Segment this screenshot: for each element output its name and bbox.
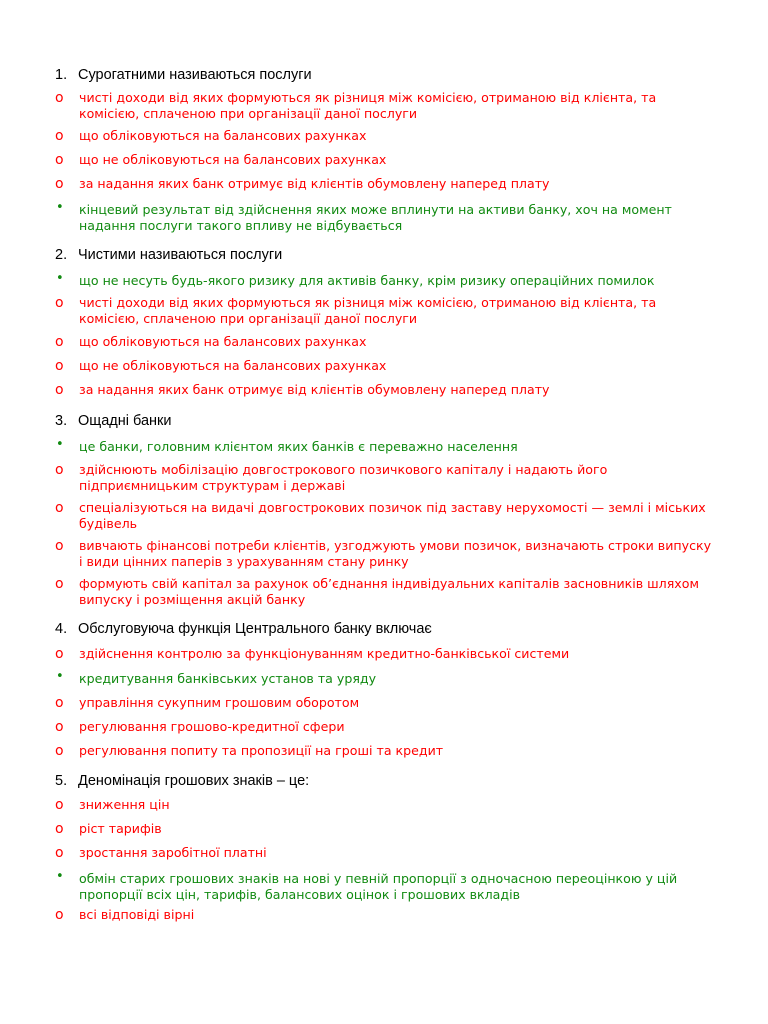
question-title [55, 413, 171, 429]
bullet-marker: o [55, 176, 64, 192]
question-number: 4. [55, 621, 68, 637]
bullet-marker: o [55, 845, 64, 861]
answer-text: кінцевий результат від здійснення яких може вплинути на активи банку, хоч на момент надання послуги такого впливу не відбувається [79, 202, 672, 233]
answer-text: зростання заробітної платні [79, 845, 267, 860]
answer-option [55, 334, 715, 350]
bullet-marker: • [56, 271, 64, 286]
answer-option [55, 695, 715, 711]
bullet-marker: o [55, 90, 64, 106]
answer-text: кредитування банківських установ та уряду [79, 671, 377, 686]
bullet-marker: o [55, 295, 64, 311]
answer-text: чисті доходи від яких формуються як різниця між комісією, отриманою від клієнта, та комісією, сплаченою при організації даної послуги [79, 295, 657, 326]
question-text: Обслуговуюча функція Центрального банку включає [78, 621, 432, 637]
question-text: Чистими називаються послуги [78, 247, 283, 263]
answer-text: спеціалізуються на видачі довгострокових позичок під заставу нерухомості — землі і міських будівель [79, 500, 706, 531]
bullet-marker: o [55, 128, 64, 144]
bullet-marker: o [55, 500, 64, 516]
bullet-marker: o [55, 152, 64, 168]
answer-text: що не обліковуються на балансових рахунках [79, 152, 387, 167]
bullet-marker: o [55, 576, 64, 592]
bullet-marker: o [55, 719, 64, 735]
answer-text: регулювання грошово-кредитної сфери [79, 719, 345, 734]
bullet-marker: • [56, 437, 64, 452]
answer-option [55, 90, 715, 122]
answer-text: управління сукупним грошовим оборотом [79, 695, 360, 710]
answer-option [55, 845, 715, 861]
answer-option [55, 719, 715, 735]
answer-text: формують свій капітал за рахунок об’єднання індивідуальних капіталів засновників шляхом випуску і розміщення акцій банку [79, 576, 699, 607]
bullet-marker: o [55, 797, 64, 813]
bullet-marker: o [55, 821, 64, 837]
answer-text: зниження цін [79, 797, 170, 812]
bullet-marker: • [56, 869, 64, 884]
answer-option-correct [55, 871, 715, 903]
question-title [55, 621, 432, 637]
answer-option [55, 358, 715, 374]
answer-option-correct [55, 439, 715, 455]
answer-option-correct [55, 273, 715, 289]
answer-text: що не обліковуються на балансових рахунках [79, 358, 387, 373]
answer-text: обмін старих грошових знаків на нові у певній пропорції з одночасною переоцінкою у цій пропорції всіх цін, тарифів, балансових оцінок і грошових вкладів [79, 871, 678, 902]
answer-option [55, 462, 715, 494]
bullet-marker: o [55, 646, 64, 662]
answer-option [55, 907, 715, 923]
question-title [55, 247, 282, 263]
answer-option-correct [55, 202, 715, 234]
answer-text: вивчають фінансові потреби клієнтів, узгоджують умови позичок, визначають строки випуску і види цінних паперів з урахуванням стану ринку [79, 538, 712, 569]
answer-option [55, 152, 715, 168]
bullet-marker: o [55, 358, 64, 374]
answer-option [55, 821, 715, 837]
question-title [55, 773, 309, 789]
bullet-marker: o [55, 907, 64, 923]
answer-option-correct [55, 671, 715, 687]
question-text: Ощадні банки [78, 413, 172, 429]
answer-option [55, 382, 715, 398]
question-number: 3. [55, 413, 68, 429]
answer-option [55, 176, 715, 192]
answer-text: що обліковуються на балансових рахунках [79, 334, 367, 349]
question-title [55, 67, 312, 83]
bullet-marker: o [55, 538, 64, 554]
answer-text: здійснення контролю за функціонуванням кредитно-банківської системи [79, 646, 570, 661]
answer-option [55, 500, 715, 532]
answer-option [55, 538, 715, 570]
answer-text: ріст тарифів [79, 821, 162, 836]
answer-option [55, 295, 715, 327]
bullet-marker: o [55, 334, 64, 350]
bullet-marker: o [55, 382, 64, 398]
answer-text: за надання яких банк отримує від клієнтів обумовлену наперед плату [79, 382, 550, 397]
question-text: Деномінація грошових знаків – це: [78, 773, 310, 789]
bullet-marker: • [56, 669, 64, 684]
question-number: 5. [55, 773, 68, 789]
answer-text: за надання яких банк отримує від клієнтів обумовлену наперед плату [79, 176, 550, 191]
answer-text: чисті доходи від яких формуються як різниця між комісією, отриманою від клієнта, та комісією, сплаченою при організації даної послуги [79, 90, 657, 121]
answer-text: це банки, головним клієнтом яких банків є переважно населення [79, 439, 518, 454]
answer-option [55, 576, 715, 608]
answer-option [55, 128, 715, 144]
answer-text: що обліковуються на балансових рахунках [79, 128, 367, 143]
question-number: 2. [55, 247, 68, 263]
bullet-marker: • [56, 200, 64, 215]
question-text: Сурогатними називаються послуги [78, 67, 312, 83]
bullet-marker: o [55, 743, 64, 759]
answer-option [55, 646, 715, 662]
answer-text: всі відповіді вірні [79, 907, 195, 922]
answer-option [55, 797, 715, 813]
bullet-marker: o [55, 462, 64, 478]
answer-text: здійснюють мобілізацію довгострокового позичкового капіталу і надають його підприємницьким структурам і державі [79, 462, 608, 493]
answer-option [55, 743, 715, 759]
question-number: 1. [55, 67, 68, 83]
bullet-marker: o [55, 695, 64, 711]
answer-text: що не несуть будь-якого ризику для активів банку, крім ризику операційних помилок [79, 273, 655, 288]
answer-text: регулювання попиту та пропозиції на гроші та кредит [79, 743, 444, 758]
